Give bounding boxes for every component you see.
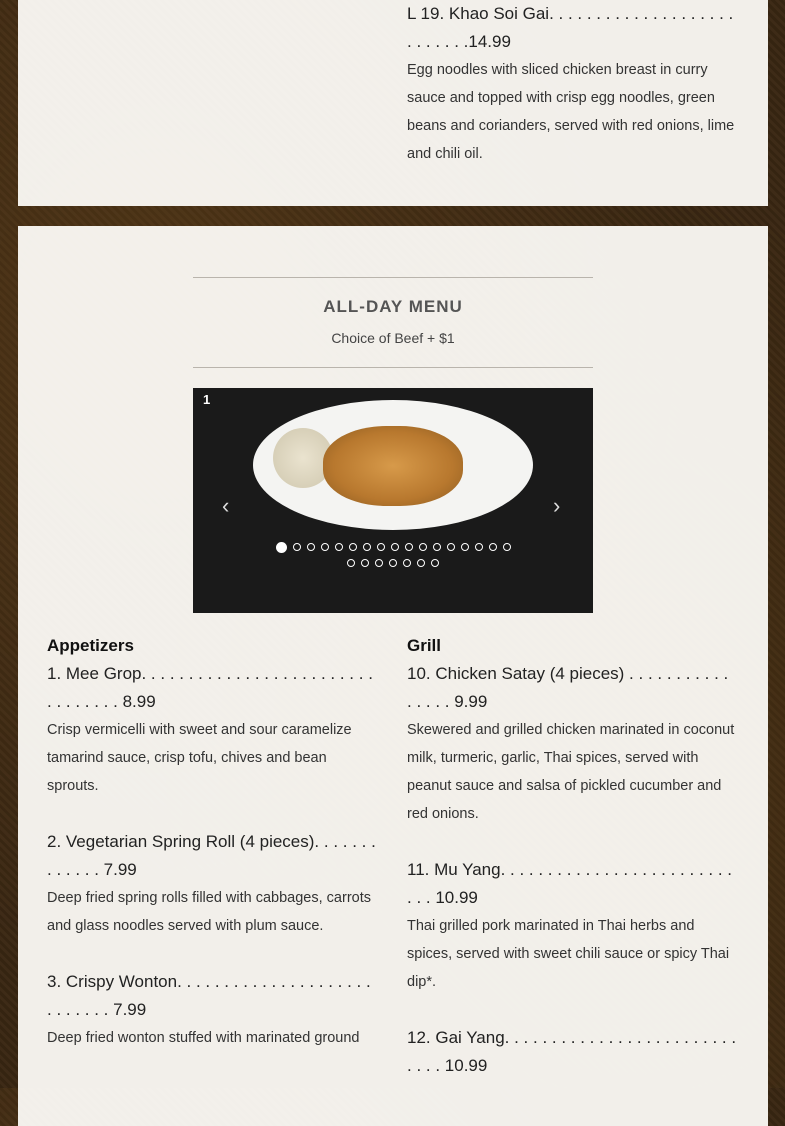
slider-dot[interactable] (276, 542, 287, 553)
slider-dot[interactable] (361, 559, 369, 567)
menu-item (407, 1024, 737, 1080)
menu-item (47, 828, 377, 940)
slider-dot[interactable] (447, 543, 455, 551)
image-slider[interactable] (193, 388, 593, 613)
item-title: 10. Chicken Satay (4 pieces) . . . . . . . . . . . . . . . . 9.99 (407, 664, 729, 711)
grill-column (407, 632, 737, 1108)
item-title: 3. Crispy Wonton. . . . . . . . . . . . . . . . . . . . . . . . . . . . 7.99 (47, 972, 371, 1019)
item-description: Deep fried spring rolls filled with cabbages, carrots and glass noodles served with plum sauce. (47, 890, 371, 934)
menu-item (47, 660, 377, 800)
item-description: Egg noodles with sliced chicken breast in curry sauce and topped with crisp egg noodles, green beans and corianders, served with red onions, lime and chili oil. (407, 62, 735, 162)
menu-subtitle: Choice of Beef + $1 (331, 330, 455, 346)
header-rule-bottom (193, 367, 593, 368)
menu-title: ALL-DAY MENU (323, 297, 463, 316)
slider-dot[interactable] (375, 559, 383, 567)
slider-dot[interactable] (335, 543, 343, 551)
slider-dot[interactable] (389, 559, 397, 567)
slider-dot[interactable] (431, 559, 439, 567)
item-description: Skewered and grilled chicken marinated in coconut milk, turmeric, garlic, Thai spices, served with peanut sauce and salsa of pickled cucumber and red onions. (407, 722, 735, 822)
slider-pagination (273, 543, 513, 567)
menu-item (47, 968, 377, 1052)
previous-menu-panel (18, 0, 768, 206)
menu-item-khao-soi-gai (407, 0, 737, 168)
section-title-appetizers: Appetizers (47, 636, 134, 655)
appetizers-column (47, 632, 377, 1080)
slider-dot[interactable] (293, 543, 301, 551)
menu-item (407, 856, 737, 996)
item-description: Thai grilled pork marinated in Thai herbs and spices, served with sweet chili sauce or spicy Thai dip*. (407, 918, 730, 990)
slider-dot[interactable] (391, 543, 399, 551)
prev-slide-arrow[interactable]: ‹ (222, 493, 230, 518)
mee-grop-image (323, 426, 463, 506)
all-day-menu-panel (18, 226, 768, 1126)
slider-dot[interactable] (405, 543, 413, 551)
slider-dot[interactable] (377, 543, 385, 551)
slider-dot[interactable] (433, 543, 441, 551)
slider-dot[interactable] (417, 559, 425, 567)
item-title: 11. Mu Yang. . . . . . . . . . . . . . . . . . . . . . . . . . . . 10.99 (407, 860, 733, 907)
slider-dot[interactable] (307, 543, 315, 551)
slider-dot[interactable] (461, 543, 469, 551)
item-title: L 19. Khao Soi Gai. . . . . . . . . . . . . . . . . . . . . . . . . . .14.99 (407, 4, 734, 51)
item-title: 12. Gai Yang. . . . . . . . . . . . . . . . . . . . . . . . . . . . . 10.99 (407, 1028, 737, 1075)
slider-dot[interactable] (503, 543, 511, 551)
slider-dot[interactable] (347, 559, 355, 567)
slider-dot[interactable] (349, 543, 357, 551)
item-description: Crisp vermicelli with sweet and sour caramelize tamarind sauce, crisp tofu, chives and bean sprouts. (47, 722, 352, 794)
slider-dot[interactable] (363, 543, 371, 551)
item-title: 1. Mee Grop. . . . . . . . . . . . . . . . . . . . . . . . . . . . . . . . . 8.99 (47, 664, 373, 711)
slider-dot[interactable] (403, 559, 411, 567)
item-description: Deep fried wonton stuffed with marinated ground (47, 1030, 360, 1046)
item-title: 2. Vegetarian Spring Roll (4 pieces). . . . . . . . . . . . . 7.99 (47, 832, 376, 879)
slider-dot[interactable] (489, 543, 497, 551)
slider-dot[interactable] (321, 543, 329, 551)
header-rule-top (193, 277, 593, 278)
section-title-grill: Grill (407, 636, 442, 655)
slide-number: 1 (203, 392, 211, 407)
next-slide-arrow[interactable]: › (553, 493, 561, 518)
menu-item (407, 660, 737, 828)
slider-dot[interactable] (419, 543, 427, 551)
slider-dot[interactable] (475, 543, 483, 551)
